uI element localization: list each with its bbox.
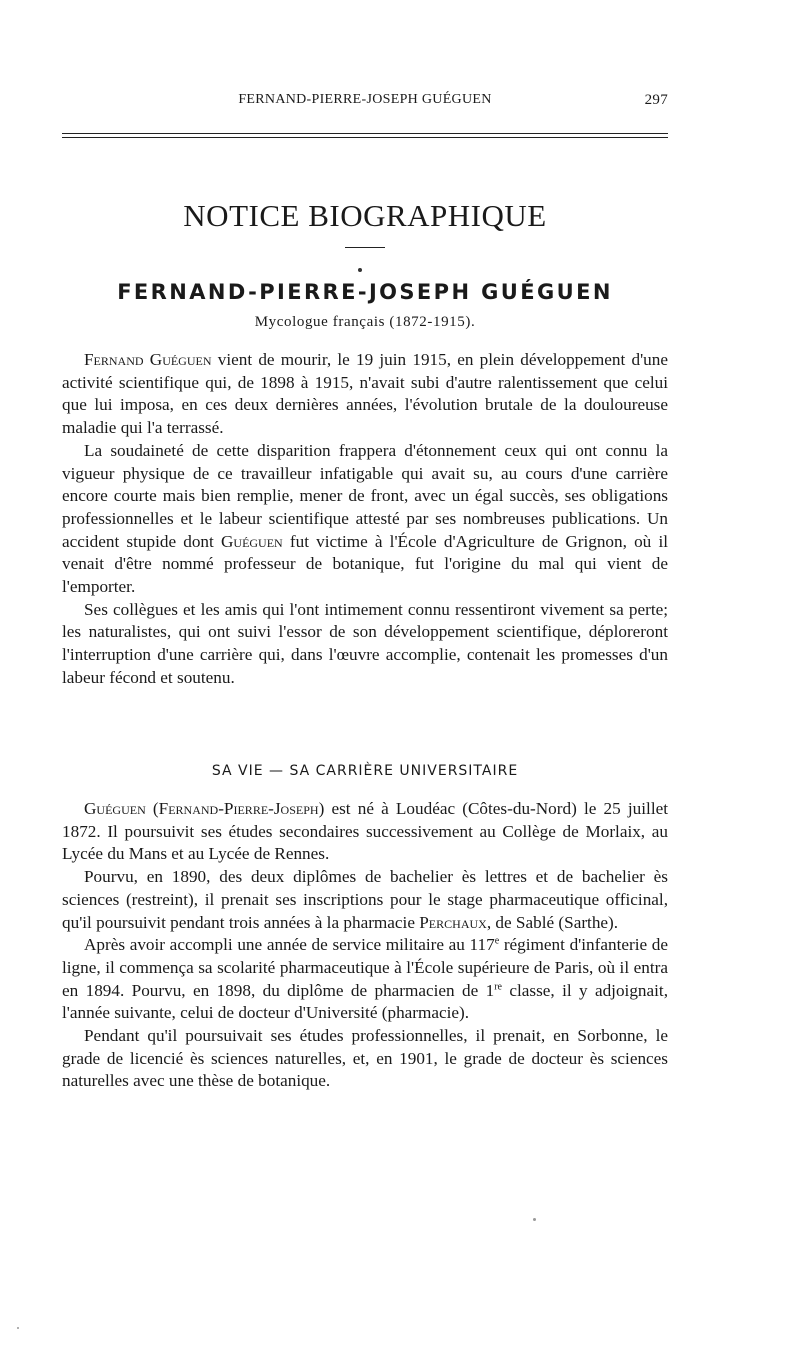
superscript: re	[494, 980, 502, 992]
section-text	[62, 798, 668, 1093]
paragraph-text: Pendant qu'il poursuivait ses études professionnelles, il prenait, en Sorbonne, le grade de licencié ès sciences naturelles, et, en 1901, le grade de docteur ès sciences naturelles avec une thèse de botanique.	[62, 1026, 668, 1091]
notice-title: NOTICE BIOGRAPHIQUE	[183, 198, 547, 233]
section-paragraph-1	[62, 798, 668, 866]
subject-name: FERNAND-PIERRE-JOSEPH GUÉGUEN	[117, 280, 613, 304]
section-heading: SA VIE — SA CARRIÈRE UNIVERSITAIRE	[211, 763, 519, 779]
header-double-rule	[62, 133, 668, 138]
intro-paragraph-1	[62, 349, 668, 440]
paragraph-text: fut victime à l'École d'Agriculture de Grignon, où il venait d'être nommé professeur de botanique, fut l'origine du mal qui vient de l'emporter.	[62, 531, 668, 597]
subject-full-name: (Fernand-Pierre-Joseph)	[152, 799, 325, 818]
running-head	[62, 92, 668, 112]
paragraph-text: Après avoir accompli une année de service militaire au 117	[84, 935, 495, 955]
ornament-dot	[358, 268, 362, 272]
paragraph-text: , de Sablé (Sarthe).	[486, 912, 619, 932]
section-paragraph-3	[62, 934, 668, 1025]
running-title: FERNAND-PIERRE-JOSEPH GUÉGUEN	[238, 92, 492, 107]
intro-text	[62, 349, 668, 690]
subject-name-inline: Guéguen	[84, 799, 146, 818]
pharmacist-name: Perchaux	[419, 912, 487, 932]
subject-subtitle: Mycologue français (1872-1915).	[254, 314, 476, 330]
print-speck	[533, 1218, 536, 1221]
paragraph-text: Ses collègues et les amis qui l'ont intimement connu ressentiront vivement sa perte; les naturalistes, qui ont suivi l'essor de son développement scientifique, déploreront l'interruption d'une carrière qui, dans l'œuvre accomplie, contenait les promesses d'un labeur fécond et soutenu.	[62, 599, 668, 687]
intro-paragraph-2	[62, 440, 668, 599]
page-number: 297	[644, 92, 668, 108]
paragraph-text: vient de mourir, le 19 juin 1915, en plein développement d'une activité scientifique qui, de 1898 à 1915, n'avait subi d'autre ralentissement que celui que lui imposa, en ces deux dernières années, l'évolution brutale de la douloureuse maladie qui l'a terrassé.	[62, 350, 668, 438]
print-speck	[17, 1327, 19, 1329]
section-paragraph-4	[62, 1025, 668, 1093]
subject-name-inline: Guéguen	[220, 531, 283, 551]
title-divider	[345, 247, 385, 248]
section-paragraph-2	[62, 866, 668, 934]
paragraph-text: est né à Loudéac (Côtes-du-Nord) le 25 juillet 1872. Il poursuivit ses études secondaires successivement au Collège de Morlaix, au Lycée du Mans et au Lycée de Rennes.	[62, 799, 668, 864]
paragraph-text: classe, il y adjoignait, l'année suivante, celui de docteur d'Université (pharmacie).	[62, 980, 668, 1023]
superscript: e	[494, 935, 500, 947]
paragraph-text: La soudaineté de cette disparition frappera d'étonnement ceux qui ont connu la vigueur physique de ce travailleur infatigable qui avait su, au cours d'une carrière encore courte mais bien remplie, mener de front, avec un égal succès, ses obligations professionnelles et le labeur scientifique attesté par ses nombreuses publications. Un accident stupide dont	[62, 440, 668, 551]
paragraph-text: régiment d'infanterie de ligne, il commença sa scolarité pharmaceutique à l'École supérieure de Paris, où il entra en 1894. Pourvu, en 1898, du diplôme de pharmacien de 1	[62, 935, 668, 1000]
intro-paragraph-3	[62, 599, 668, 690]
paragraph-text: Pourvu, en 1890, des deux diplômes de bachelier ès lettres et de bachelier ès sciences (restreint), il prenait ses inscriptions pour le stage pharmaceutique officinal, qu'il poursuivit pendant trois années à la pharmacie	[62, 867, 668, 932]
subject-name-inline: Fernand Guéguen	[84, 350, 212, 369]
